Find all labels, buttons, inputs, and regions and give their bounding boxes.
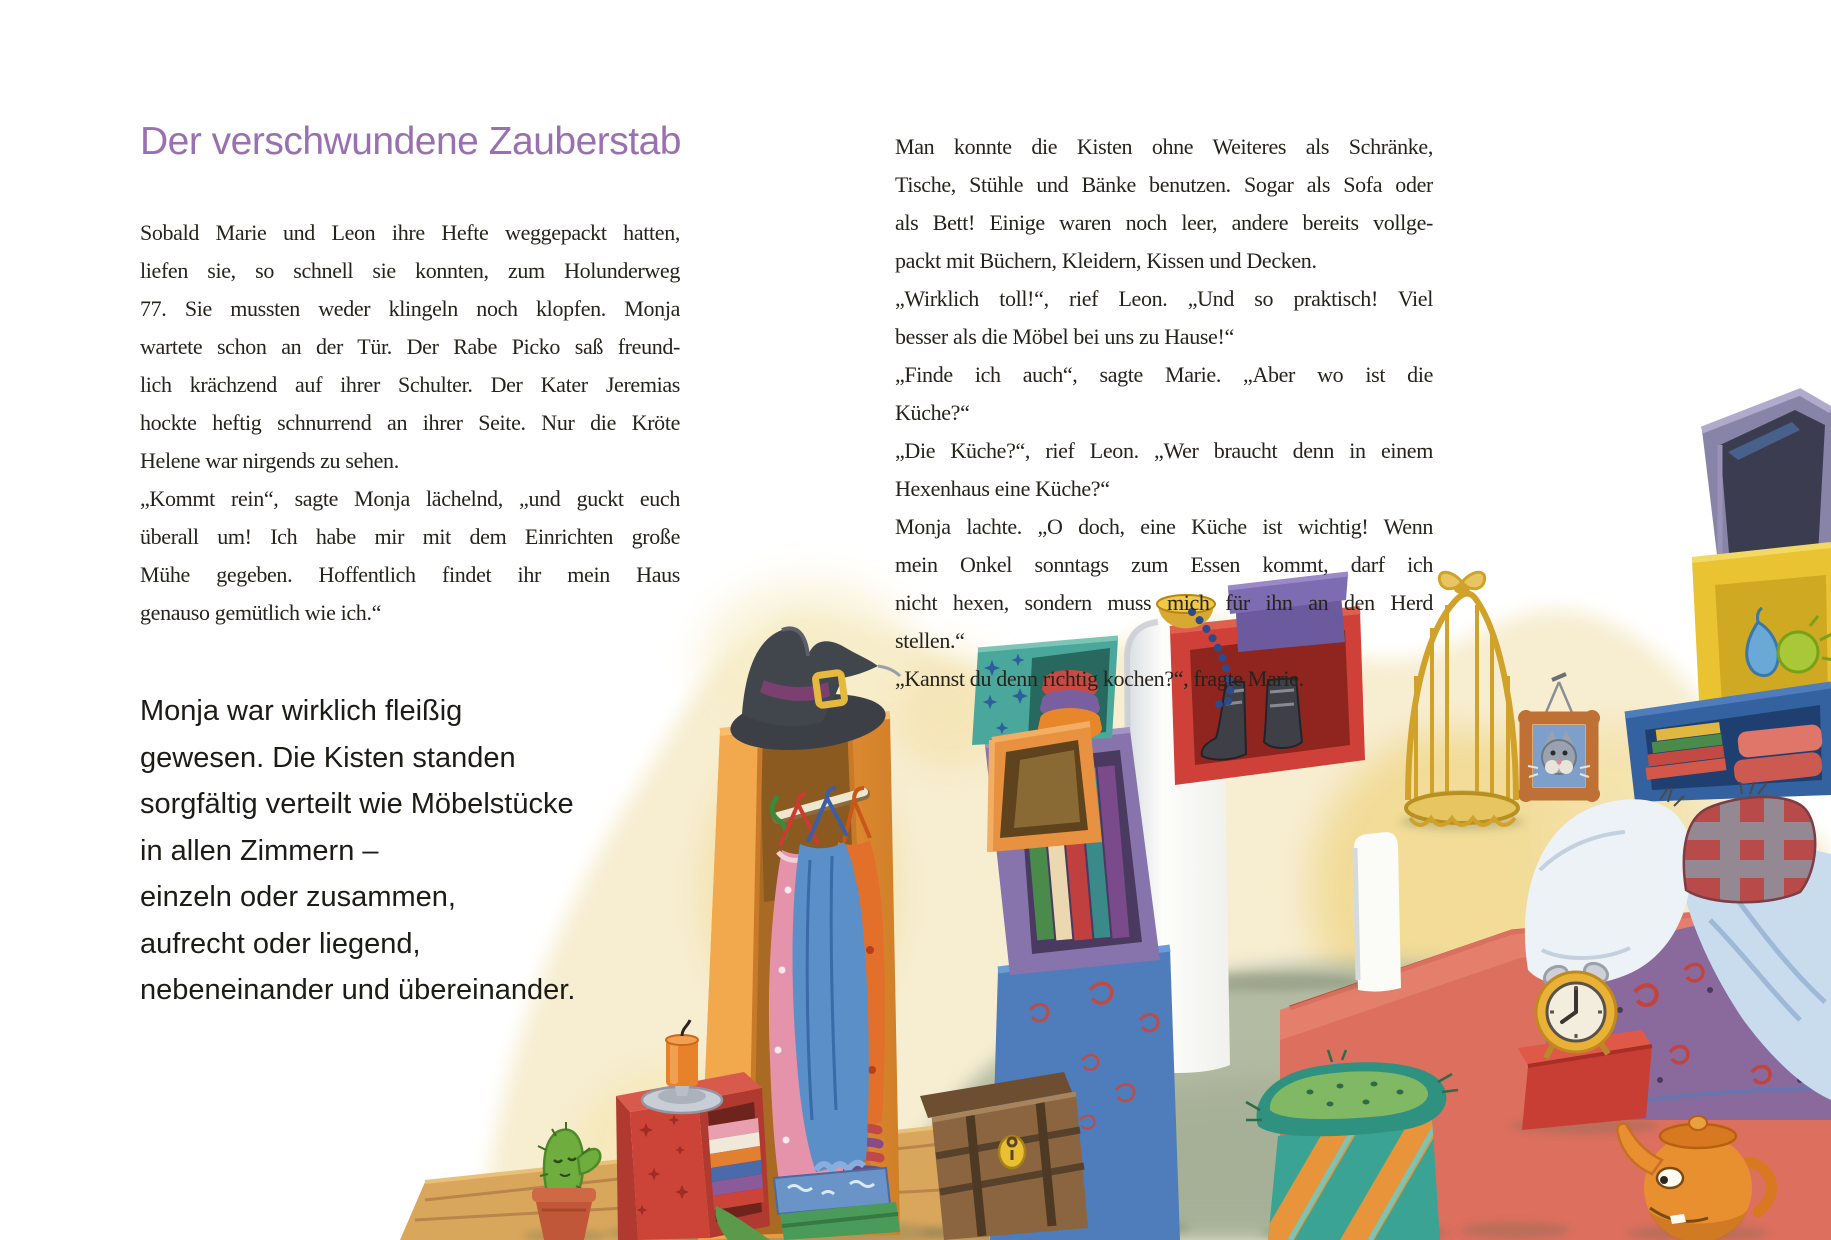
text-line: mein Onkel sonntags zum Essen kommt, darf ich [895, 552, 1433, 577]
orange-box [990, 724, 1102, 852]
reader-text-block [140, 688, 740, 1014]
text-line: packt mit Büchern, Kleidern, Kissen und Decken. [895, 248, 1317, 273]
white-door-frame [1354, 832, 1401, 992]
text-line: liefen sie, so schnell sie konnten, zum Holunderweg [140, 258, 680, 283]
text-line: „Finde ich auch“, sagte Marie. „Aber wo ist die [895, 362, 1433, 387]
text-line: Sobald Marie und Leon ihre Hefte weggepackt hatten, [140, 220, 680, 245]
text-line: 77. Sie mussten weder klingeln noch klopfen. Monja [140, 296, 680, 321]
text-line: „Kommt rein“, sagte Monja lächelnd, „und guckt euch [140, 486, 680, 511]
text-line: Monja lachte. „O doch, eine Küche ist wichtig! Wenn [895, 514, 1433, 539]
text-line: Helene war nirgends zu sehen. [140, 448, 399, 473]
text-line: „Kannst du denn richtig kochen?“, fragte Marie. [895, 666, 1304, 691]
text-line: Hexenhaus eine Küche?“ [895, 476, 1110, 501]
page-title: Der verschwundene Zauberstab [140, 120, 681, 163]
text-line: „Die Küche?“, rief Leon. „Wer braucht denn in einem [895, 438, 1433, 463]
text-line: gewesen. Die Kisten standen [140, 741, 516, 774]
text-line: überall um! Ich habe mir mit dem Einrichten große [140, 524, 680, 549]
text-line: aufrecht oder liegend, [140, 927, 421, 960]
text-line: Man konnte die Kisten ohne Weiteres als Schränke, [895, 134, 1433, 159]
text-line: Monja war wirklich fleißig [140, 695, 463, 727]
treasure-chest [920, 1072, 1088, 1240]
text-line: nicht hexen, sondern muss mich für ihn an den Herd [895, 590, 1433, 615]
towels-in-crate [708, 1118, 764, 1210]
text-line: einzeln oder zusammen, [140, 881, 456, 913]
text-line: sorgfältig verteilt wie Möbelstücke [140, 788, 574, 820]
text-line: lich krächzend auf ihrer Schulter. Der Kater Jeremias [140, 372, 680, 397]
text-line: stellen.“ [895, 628, 965, 653]
text-line: Küche?“ [895, 400, 970, 425]
text-line: besser als die Möbel bei uns zu Hause!“ [895, 324, 1234, 349]
text-line: genauso gemütlich wie ich.“ [140, 600, 382, 625]
text-line: als Bett! Einige waren noch leer, andere bereits vollge- [895, 210, 1433, 235]
text-line: „Wirklich toll!“, rief Leon. „Und so praktisch! Viel [895, 286, 1433, 311]
left-text-column [140, 214, 680, 632]
right-text-column [895, 128, 1433, 698]
text-line: hockte heftig schnurrend an ihrer Seite. Nur die Kröte [140, 410, 680, 435]
text-line: wartete schon an der Tür. Der Rabe Picko saß freund- [140, 334, 680, 359]
text-line: nebeneinander und übereinander. [140, 974, 576, 1006]
folded-towels [774, 1168, 900, 1240]
text-line: Mühe gegeben. Hoffentlich findet ihr mein Haus [140, 562, 680, 587]
text-line: Tische, Stühle und Bänke benutzen. Sogar als Sofa oder [895, 172, 1433, 197]
text-line: in allen Zimmern – [140, 834, 379, 867]
